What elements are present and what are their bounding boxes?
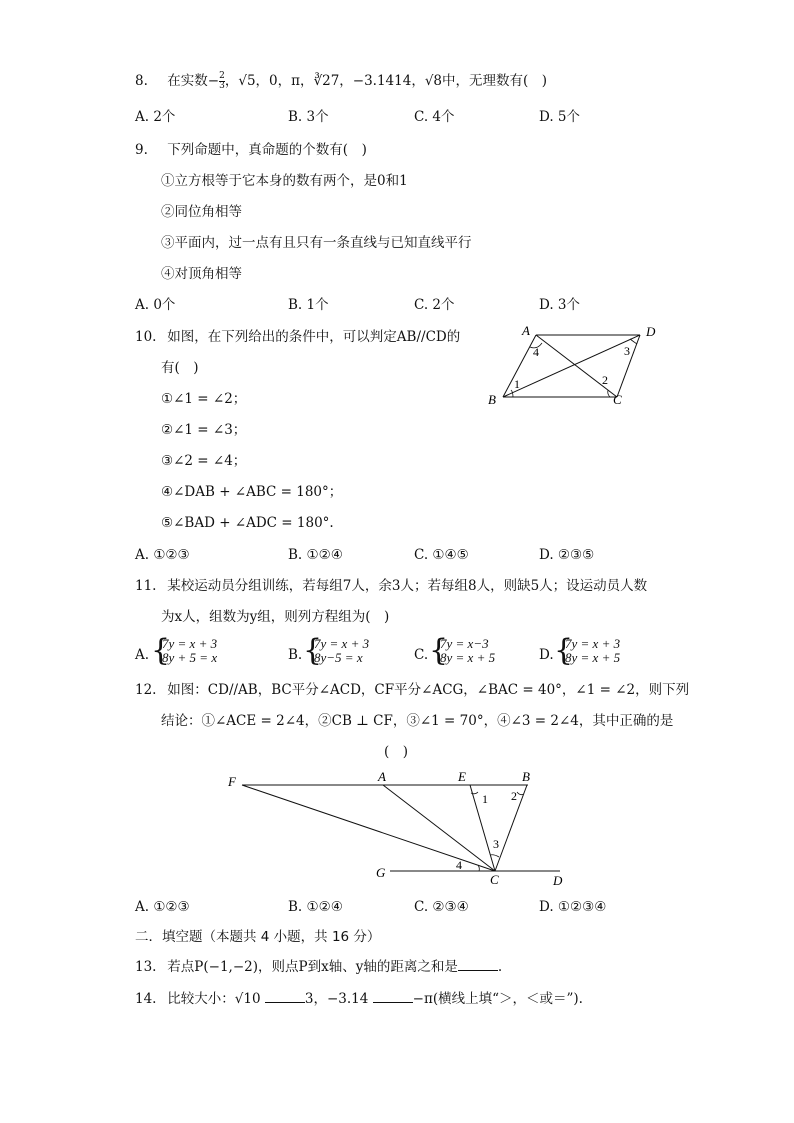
equation-2: 8y−5 = x bbox=[314, 650, 363, 665]
equation-2: 8y + 5 = x bbox=[162, 650, 218, 665]
option-label: A. bbox=[135, 647, 150, 663]
label-d: D bbox=[646, 324, 656, 339]
fraction-numerator: 2 bbox=[219, 71, 225, 81]
angle-4: 4 bbox=[456, 858, 462, 872]
label-b: B bbox=[488, 392, 496, 407]
option-c[interactable]: C. 4个 bbox=[414, 109, 455, 125]
figure-parallel-lines bbox=[220, 765, 580, 890]
question-number: 14. bbox=[135, 991, 157, 1007]
section-heading: 二．填空题（本题共 4 小题，共 16 分） bbox=[135, 929, 381, 945]
fraction-sign: − bbox=[207, 73, 220, 89]
question-text: 如图：CD//AB，BC平分∠ACD，CF平分∠ACG，∠BAC = 40°，∠1 = ∠2，则下列 bbox=[167, 682, 690, 698]
option-b[interactable]: B. 1个 bbox=[288, 297, 329, 313]
option-d[interactable]: D. ①②③④ bbox=[539, 899, 607, 915]
question-text: 比较大小：√10 bbox=[167, 991, 261, 1007]
option-d[interactable]: D. ②③⑤ bbox=[539, 547, 595, 563]
brace: { bbox=[303, 633, 323, 668]
label-a: A bbox=[522, 323, 530, 338]
question-14 bbox=[135, 990, 583, 1008]
brace: { bbox=[554, 633, 574, 668]
question-13 bbox=[135, 958, 502, 976]
question-number: 9. bbox=[135, 142, 148, 158]
question-8 bbox=[135, 72, 547, 91]
question-number: 11. bbox=[135, 578, 157, 594]
question-number: 8. bbox=[135, 73, 148, 89]
question-12 bbox=[135, 681, 689, 699]
label-e: E bbox=[458, 769, 466, 784]
question-text: 如图，在下列给出的条件中，可以判定AB//CD的 bbox=[167, 329, 461, 345]
question-number: 10. bbox=[135, 329, 157, 345]
angle-3: 3 bbox=[624, 344, 630, 358]
condition-1: ①∠1 = ∠2； bbox=[161, 391, 247, 407]
question-text: 在实数 bbox=[167, 73, 208, 89]
angle-1: 1 bbox=[482, 792, 488, 806]
question-11 bbox=[135, 577, 647, 595]
option-b[interactable]: B. ①②④ bbox=[288, 899, 343, 915]
question-10 bbox=[135, 328, 460, 346]
question-text: 若点P(−1,−2)，则点P到x轴、y轴的距离之和是 bbox=[167, 959, 458, 975]
equation-2: 8y = x + 5 bbox=[440, 650, 496, 665]
question-text-end: . bbox=[497, 959, 503, 975]
question-text-cont: 有( ) bbox=[161, 360, 199, 376]
label-c: C bbox=[613, 392, 622, 407]
statement-2: ②同位角相等 bbox=[161, 204, 242, 220]
question-text-cont: 结论：①∠ACE = 2∠4，②CB ⊥ CF，③∠1 = 70°，④∠3 = 2∠4，其中正确的是 bbox=[161, 713, 674, 729]
label-f: F bbox=[228, 774, 236, 789]
label-b: B bbox=[522, 769, 530, 784]
figure-parallelogram bbox=[480, 318, 670, 413]
condition-2: ②∠1 = ∠3； bbox=[161, 422, 247, 438]
fraction-denominator: 3 bbox=[219, 81, 225, 91]
condition-5: ⑤∠BAD + ∠ADC = 180°. bbox=[161, 515, 334, 531]
label-a: A bbox=[378, 769, 386, 784]
equation-1: 7y = x + 3 bbox=[314, 636, 370, 651]
angle-1: 1 bbox=[514, 377, 520, 391]
statement-1: ①立方根等于它本身的数有两个，是0和1 bbox=[161, 173, 408, 189]
equation-1: 7y = x−3 bbox=[440, 636, 489, 651]
question-text: 某校运动员分组训练，若每组7人，余3人；若每组8人，则缺5人；设运动员人数 bbox=[167, 578, 648, 594]
option-label: B. bbox=[288, 647, 303, 663]
equation-2: 8y = x + 5 bbox=[565, 650, 621, 665]
option-a[interactable]: A. ①②③ bbox=[135, 547, 190, 563]
equation-1: 7y = x + 3 bbox=[565, 636, 621, 651]
option-a[interactable]: A. 2个 bbox=[135, 109, 176, 125]
option-c[interactable]: C. ②③④ bbox=[414, 899, 469, 915]
question-number: 13. bbox=[135, 959, 157, 975]
question-text: 下列命题中，真命题的个数有( ) bbox=[167, 142, 367, 158]
angle-2: 2 bbox=[511, 789, 517, 803]
angle-2: 2 bbox=[602, 373, 608, 387]
equation-1: 7y = x + 3 bbox=[162, 636, 218, 651]
question-number: 12. bbox=[135, 682, 157, 698]
angle-3: 3 bbox=[493, 837, 499, 851]
option-d[interactable]: D. 5个 bbox=[539, 109, 581, 125]
answer-blank-2[interactable] bbox=[373, 990, 413, 1003]
option-label: C. bbox=[414, 647, 429, 663]
option-b[interactable]: B. ①②④ bbox=[288, 547, 343, 563]
label-d: D bbox=[553, 873, 563, 888]
label-g: G bbox=[376, 865, 386, 880]
question-text-rest: ，√5，0，π，∛27，−3.1414，√8中，无理数有( ) bbox=[224, 73, 548, 89]
option-label: D. bbox=[539, 647, 554, 663]
option-c[interactable]: C. 2个 bbox=[414, 297, 455, 313]
answer-blank-1[interactable] bbox=[265, 990, 305, 1003]
question-9 bbox=[135, 141, 367, 159]
condition-3: ③∠2 = ∠4； bbox=[161, 453, 247, 469]
statement-4: ④对顶角相等 bbox=[161, 266, 242, 282]
statement-3: ③平面内，过一点有且只有一条直线与已知直线平行 bbox=[161, 235, 472, 251]
condition-4: ④∠DAB + ∠ABC = 180°； bbox=[161, 484, 343, 500]
brace: { bbox=[429, 633, 449, 668]
question-text-end: −π(横线上填“＞，＜或＝”). bbox=[412, 991, 583, 1007]
label-c: C bbox=[490, 872, 499, 887]
brace: { bbox=[151, 633, 171, 668]
question-text-cont: 为x人，组数为y组，则列方程组为( ) bbox=[161, 609, 390, 625]
question-text-cont: ( ) bbox=[384, 744, 409, 760]
option-c[interactable]: C. ①④⑤ bbox=[414, 547, 469, 563]
answer-blank[interactable] bbox=[458, 958, 498, 971]
question-text-mid: 3，−3.14 bbox=[304, 991, 369, 1007]
option-d[interactable]: D. 3个 bbox=[539, 297, 581, 313]
option-b[interactable]: B. 3个 bbox=[288, 109, 329, 125]
option-a[interactable]: A. 0个 bbox=[135, 297, 176, 313]
angle-4: 4 bbox=[533, 345, 539, 359]
option-a[interactable]: A. ①②③ bbox=[135, 899, 190, 915]
